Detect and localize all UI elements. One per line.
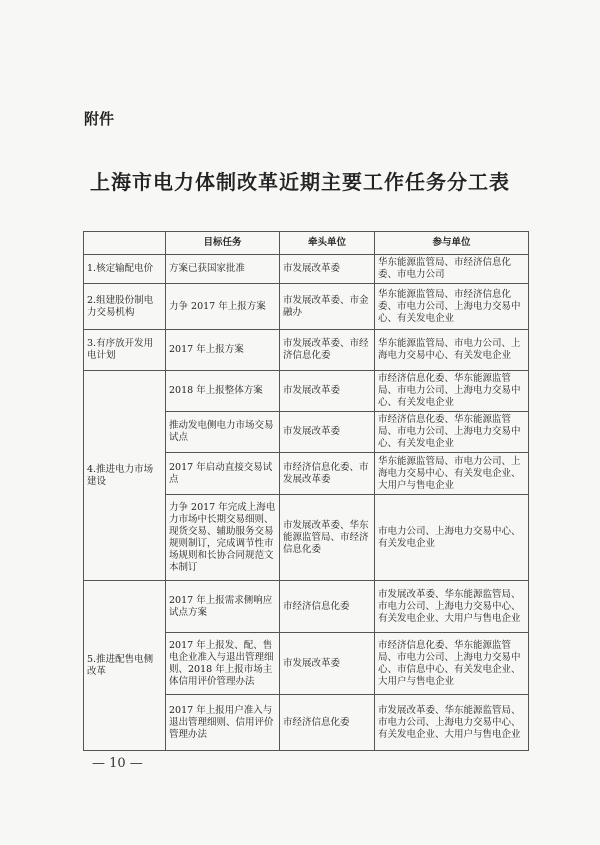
category-cell: 3.有序放开发用电计划 <box>84 330 166 371</box>
header-participants: 参与单位 <box>375 232 529 255</box>
table-header-row <box>84 232 529 255</box>
task-cell: 2017 年启动直接交易试点 <box>166 453 280 495</box>
lead-cell: 市发展改革委 <box>280 633 375 695</box>
task-cell: 2017 年上报用户准入与退出管理细则、信用评价管理办法 <box>166 695 280 751</box>
lead-cell: 市发展改革委、市经济信息化委 <box>280 330 375 371</box>
lead-cell: 市经济信息化委、市发展改革委 <box>280 453 375 495</box>
lead-cell: 市发展改革委 <box>280 412 375 453</box>
lead-cell: 市发展改革委、市金融办 <box>280 284 375 330</box>
category-cell: 4.推进电力市场建设 <box>84 371 166 581</box>
lead-cell: 市经济信息化委 <box>280 581 375 633</box>
task-cell: 力争 2017 年上报方案 <box>166 284 280 330</box>
participants-cell: 市经济信息化委、华东能源监管局、市电力公司、上海电力交易中心、市信息中心、有关发电企业、大用户与售电企业 <box>375 633 529 695</box>
header-category <box>84 232 166 255</box>
task-cell: 2017 年上报需求侧响应试点方案 <box>166 581 280 633</box>
table-row <box>84 284 529 330</box>
lead-cell: 市发展改革委 <box>280 255 375 284</box>
header-lead: 牵头单位 <box>280 232 375 255</box>
participants-cell: 华东能源监管局、市经济信息化委、市电力公司 <box>375 255 529 284</box>
lead-cell: 市发展改革委 <box>280 371 375 412</box>
task-cell: 推动发电侧电力市场交易试点 <box>166 412 280 453</box>
task-cell: 2017 年上报发、配、售电企业准入与退出管理细则、2018 年上报市场主体信用评价管理办法 <box>166 633 280 695</box>
task-cell: 方案已获国家批准 <box>166 255 280 284</box>
task-cell: 2018 年上报整体方案 <box>166 371 280 412</box>
header-task: 目标任务 <box>166 232 280 255</box>
lead-cell: 市发展改革委、华东能源监管局、市经济信息化委 <box>280 495 375 581</box>
table-row <box>84 330 529 371</box>
task-table <box>83 231 529 751</box>
participants-cell: 市发展改革委、华东能源监管局、市电力公司、上海电力交易中心、有关发电企业、大用户与售电企业 <box>375 695 529 751</box>
category-cell: 5.推进配售电侧改革 <box>84 581 166 751</box>
page-title: 上海市电力体制改革近期主要工作任务分工表 <box>90 170 510 194</box>
participants-cell: 华东能源监管局、市电力公司、上海电力交易中心、有关发电企业、大用户与售电企业 <box>375 453 529 495</box>
participants-cell: 市发展改革委、华东能源监管局、市电力公司、上海电力交易中心、有关发电企业、大用户与售电企业 <box>375 581 529 633</box>
page-number: — 10 — <box>92 756 143 771</box>
table-row <box>84 581 529 633</box>
participants-cell: 市经济信息化委、华东能源监管局、市电力公司、上海电力交易中心、有关发电企业 <box>375 412 529 453</box>
task-cell: 力争 2017 年完成上海电力市场中长期交易细则、现货交易、辅助服务交易规则制订，完成调节性市场规则和长协合同规范文本制订 <box>166 495 280 581</box>
table-row <box>84 371 529 412</box>
participants-cell: 华东能源监管局、市电力公司、上海电力交易中心、有关发电企业 <box>375 330 529 371</box>
lead-cell: 市经济信息化委 <box>280 695 375 751</box>
category-cell: 1.核定输配电价 <box>84 255 166 284</box>
table-row <box>84 255 529 284</box>
participants-cell: 市经济信息化委、华东能源监管局、市电力公司、上海电力交易中心、有关发电企业 <box>375 371 529 412</box>
participants-cell: 市电力公司、上海电力交易中心、有关发电企业 <box>375 495 529 581</box>
attachment-label: 附件 <box>84 110 115 128</box>
participants-cell: 华东能源监管局、市经济信息化委、市电力公司、上海电力交易中心、有关发电企业 <box>375 284 529 330</box>
task-cell: 2017 年上报方案 <box>166 330 280 371</box>
category-cell: 2.组建股份制电力交易机构 <box>84 284 166 330</box>
